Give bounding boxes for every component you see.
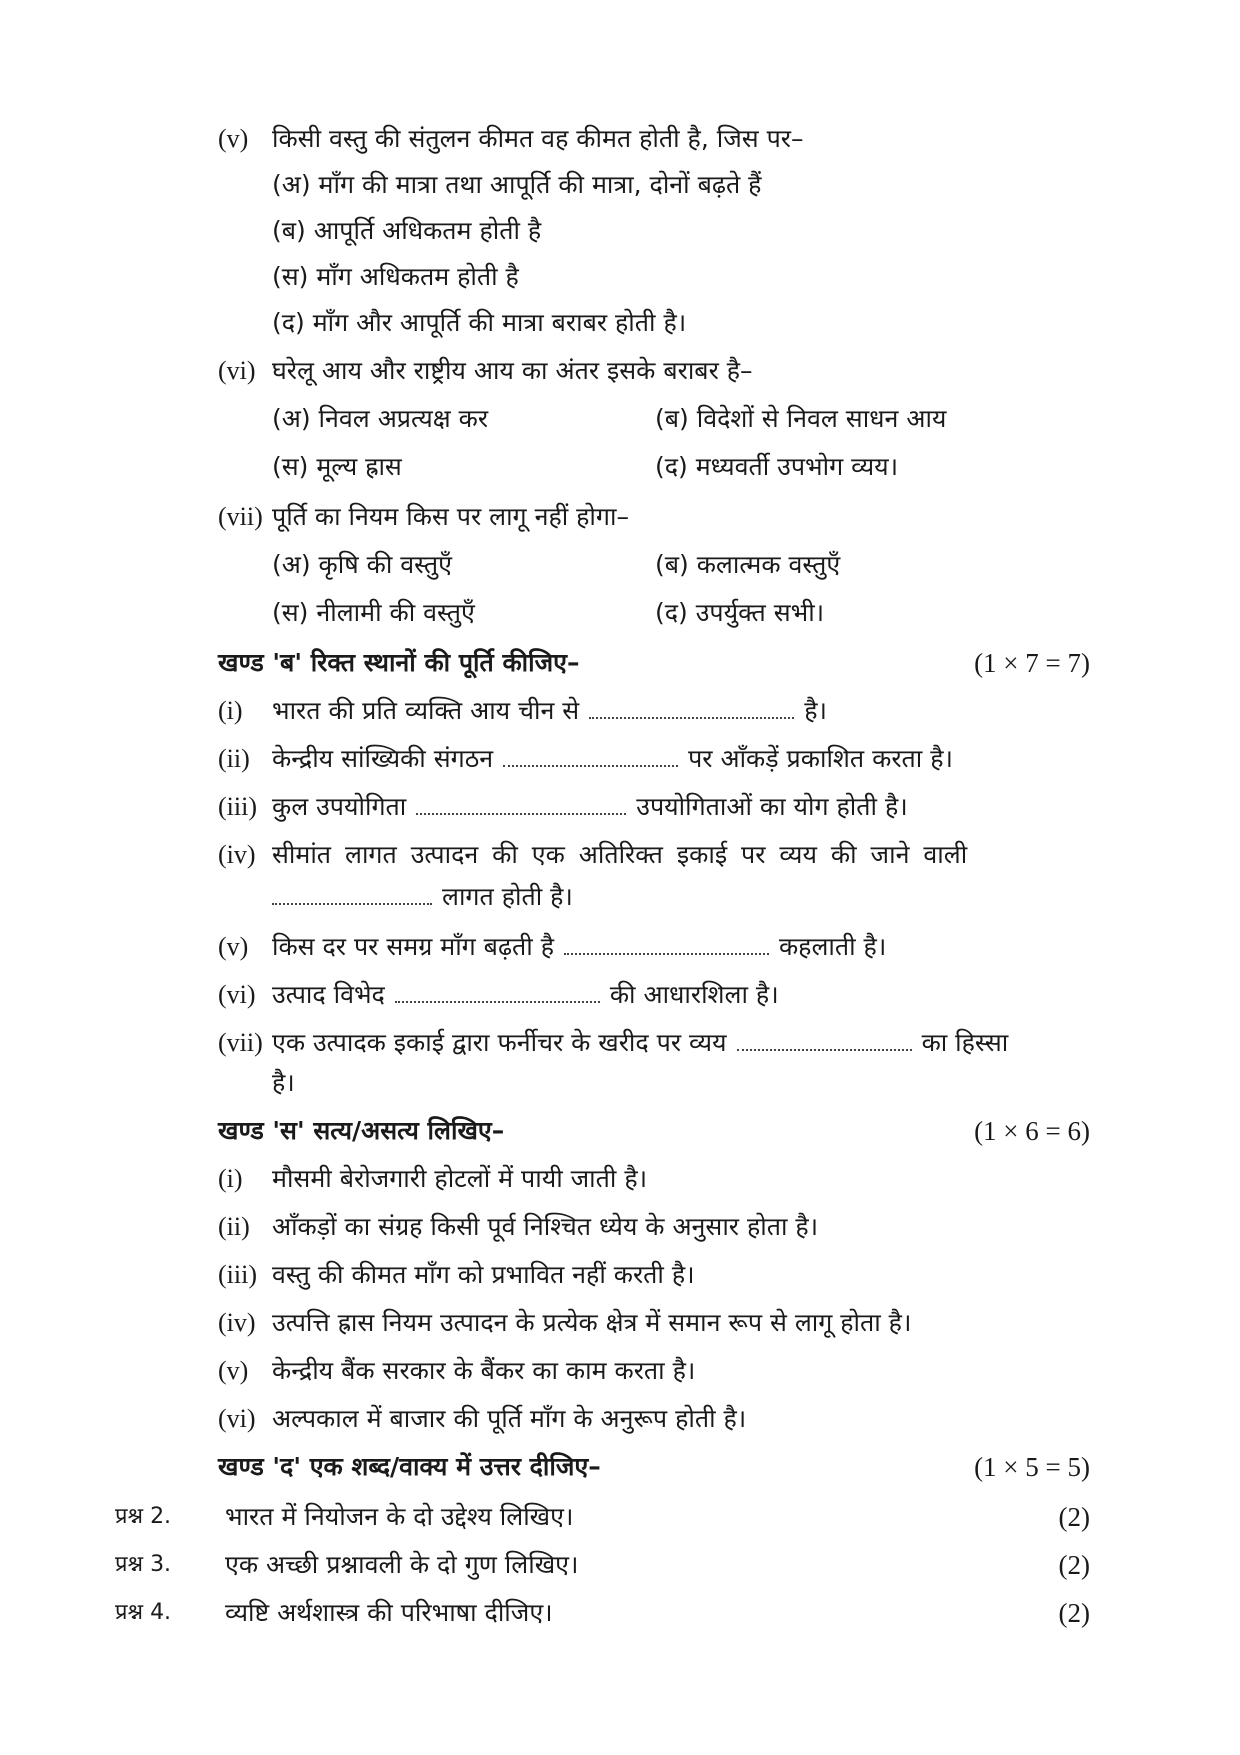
option: (द) माँग और आपूर्ति की मात्रा बराबर होती है। <box>272 308 687 337</box>
question-text: व्यष्टि अर्थशास्त्र की परिभाषा दीजिए। <box>225 1598 553 1627</box>
option: (ब) आपूर्ति अधिकतम होती है <box>272 216 542 245</box>
question-number: (iv) <box>218 840 256 869</box>
fill-blank-item-line1: सीमांत लागत उत्पादन की एक अतिरिक्त इकाई पर व्यय की जाने वाली <box>272 840 968 869</box>
true-false-item: केन्द्रीय बैंक सरकार के बैंकर का काम करता है। <box>272 1356 696 1385</box>
option: (द) उपर्युक्त सभी। <box>655 598 825 627</box>
question-number: (ii) <box>218 1212 250 1241</box>
question-label: प्रश्न 4. <box>115 1600 172 1625</box>
question-number: (vi) <box>218 980 256 1009</box>
option: (ब) कलात्मक वस्तुएँ <box>655 550 841 579</box>
section-heading: खण्ड 'द' एक शब्द/वाक्य में उत्तर दीजिए– <box>218 1452 601 1481</box>
option: (द) मध्यवर्ती उपभोग व्यय। <box>655 452 899 481</box>
fill-blank-item-line2: है। <box>272 1068 295 1097</box>
question-number: (vii) <box>218 502 263 531</box>
section-marks: (1 × 5 = 5) <box>974 1452 1090 1482</box>
question-number: (v) <box>218 932 249 961</box>
section-marks: (1 × 7 = 7) <box>974 648 1090 678</box>
option: (ब) विदेशों से निवल साधन आय <box>655 404 947 433</box>
question-text: किसी वस्तु की संतुलन कीमत वह कीमत होती है, जिस पर– <box>272 124 804 153</box>
question-number: (i) <box>218 696 243 725</box>
question-number: (i) <box>218 1164 243 1193</box>
question-number: (iv) <box>218 1308 256 1337</box>
question-marks: (2) <box>1058 1598 1090 1628</box>
section-heading: खण्ड 'ब' रिक्त स्थानों की पूर्ति कीजिए– <box>218 648 580 677</box>
option: (स) मूल्य ह्रास <box>272 452 402 481</box>
question-label: प्रश्न 2. <box>115 1504 172 1529</box>
question-number: (vii) <box>218 1028 263 1057</box>
fill-blank-item: एक उत्पादक इकाई द्वारा फर्नीचर के खरीद पर व्यय का हिस्सा <box>272 1028 1009 1057</box>
question-text: भारत में नियोजन के दो उद्देश्य लिखिए। <box>225 1502 574 1531</box>
fill-blank-item: केन्द्रीय सांख्यिकी संगठन पर आँकड़ें प्रकाशित करता है। <box>272 744 953 773</box>
section-heading: खण्ड 'स' सत्य/असत्य लिखिए– <box>218 1116 505 1145</box>
section-marks: (1 × 6 = 6) <box>974 1116 1090 1146</box>
question-number: (v) <box>218 1356 249 1385</box>
option: (स) माँग अधिकतम होती है <box>272 262 519 291</box>
fill-blank-item: भारत की प्रति व्यक्ति आय चीन से है। <box>272 696 827 725</box>
question-text: घरेलू आय और राष्ट्रीय आय का अंतर इसके बराबर है– <box>272 356 753 385</box>
fill-blank-item: किस दर पर समग्र माँग बढ़ती है कहलाती है। <box>272 932 887 961</box>
question-marks: (2) <box>1058 1550 1090 1580</box>
question-text: पूर्ति का नियम किस पर लागू नहीं होगा– <box>272 502 629 531</box>
question-number: (vi) <box>218 356 256 385</box>
true-false-item: वस्तु की कीमत माँग को प्रभावित नहीं करती है। <box>272 1260 695 1289</box>
fill-blank-item: उत्पाद विभेद की आधारशिला है। <box>272 980 779 1009</box>
question-number: (iii) <box>218 1260 257 1289</box>
question-label: प्रश्न 3. <box>115 1552 172 1577</box>
question-number: (iii) <box>218 792 257 821</box>
question-text: एक अच्छी प्रश्नावली के दो गुण लिखिए। <box>225 1550 579 1579</box>
question-number: (v) <box>218 124 249 153</box>
question-number: (ii) <box>218 744 250 773</box>
question-marks: (2) <box>1058 1502 1090 1532</box>
option: (अ) माँग की मात्रा तथा आपूर्ति की मात्रा, दोनों बढ़ते हैं <box>272 170 762 199</box>
option: (स) नीलामी की वस्तुएँ <box>272 598 475 627</box>
question-number: (vi) <box>218 1404 256 1433</box>
true-false-item: उत्पत्ति ह्रास नियम उत्पादन के प्रत्येक क्षेत्र में समान रूप से लागू होता है। <box>272 1308 912 1337</box>
true-false-item: अल्पकाल में बाजार की पूर्ति माँग के अनुरूप होती है। <box>272 1404 747 1433</box>
option: (अ) निवल अप्रत्यक्ष कर <box>272 404 489 433</box>
true-false-item: मौसमी बेरोजगारी होटलों में पायी जाती है। <box>272 1164 648 1193</box>
true-false-item: आँकड़ों का संग्रह किसी पूर्व निश्चित ध्येय के अनुसार होता है। <box>272 1212 819 1241</box>
fill-blank-item: कुल उपयोगिता उपयोगिताओं का योग होती है। <box>272 792 908 821</box>
option: (अ) कृषि की वस्तुएँ <box>272 550 452 579</box>
fill-blank-item-line2: लागत होती है। <box>272 880 573 914</box>
